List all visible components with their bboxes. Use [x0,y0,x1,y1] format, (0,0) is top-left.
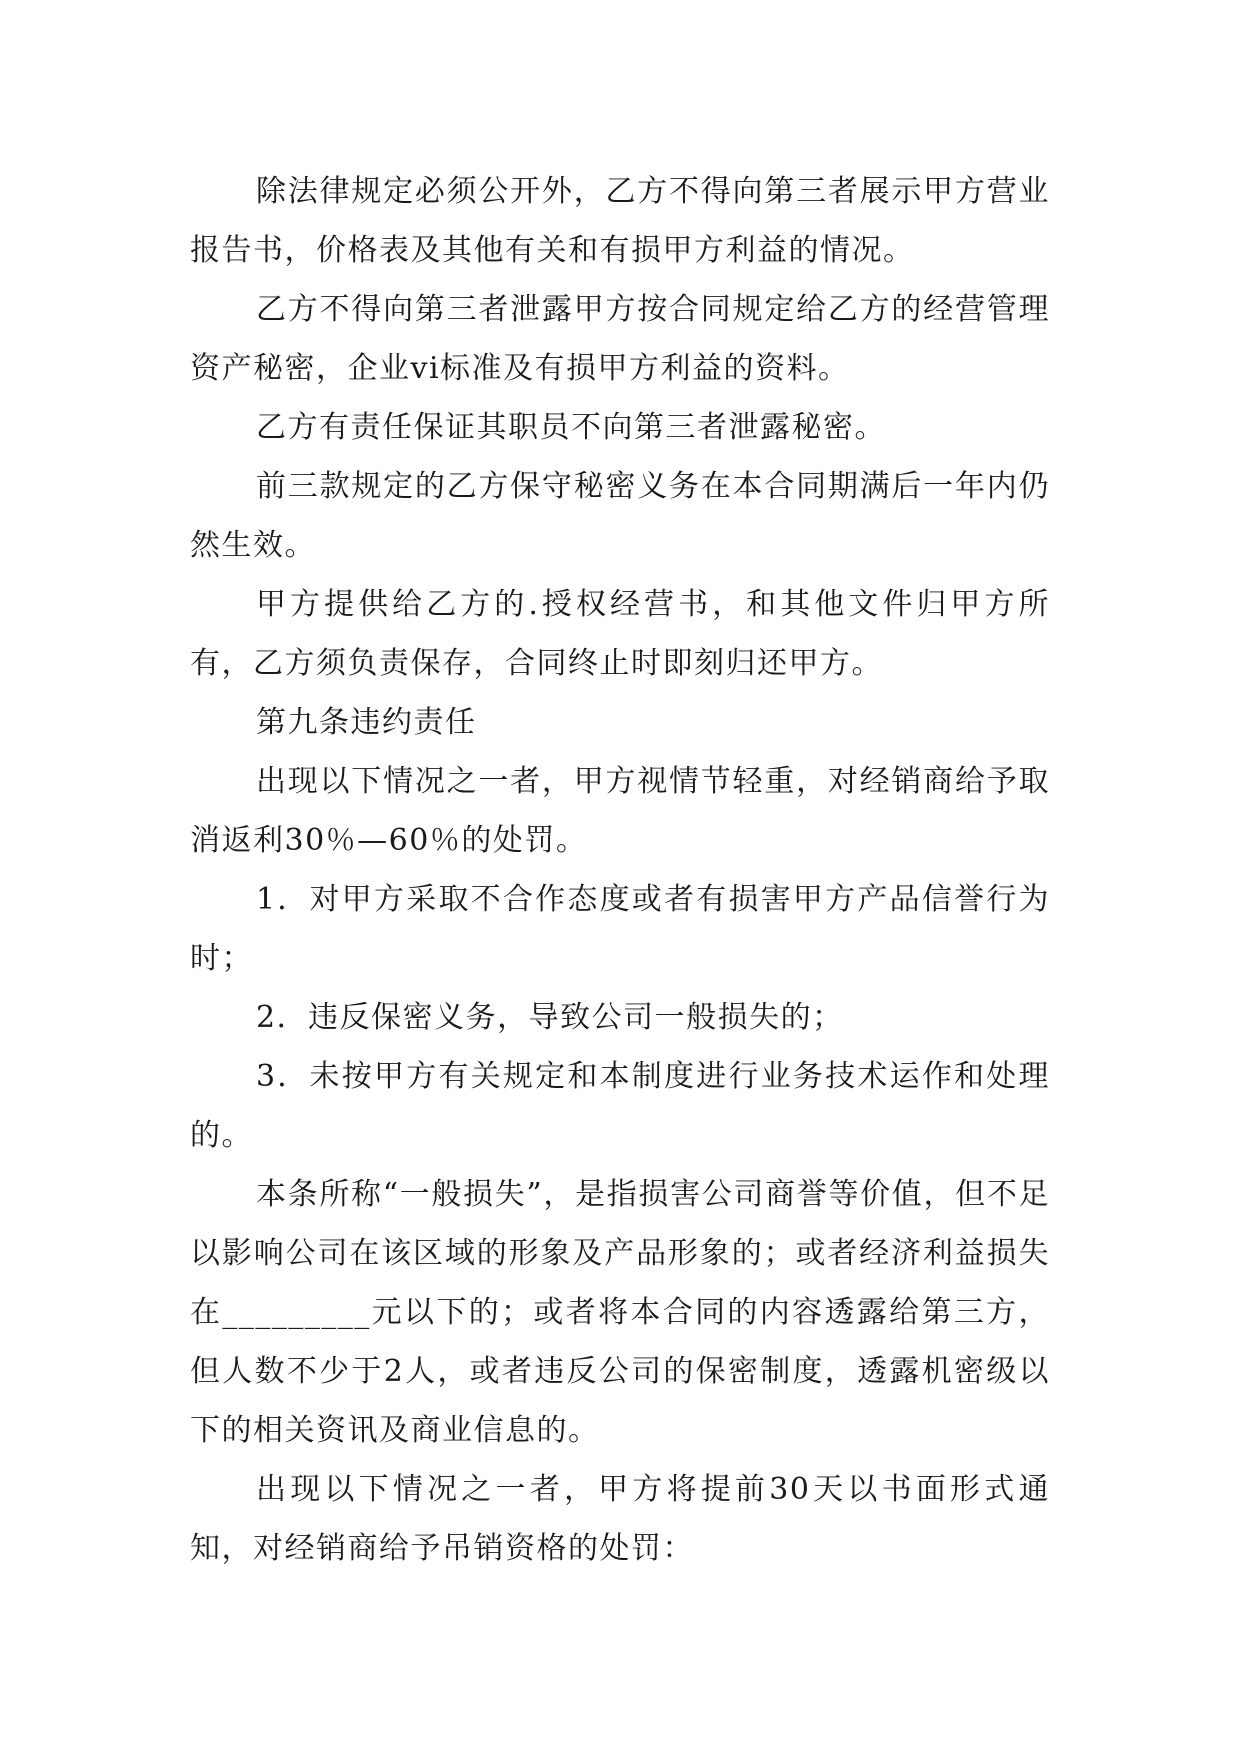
list-item-3: 3．未按甲方有关规定和本制度进行业务技术运作和处理的。 [190,1059,1050,1153]
section-heading-article-9: 第九条违约责任 [256,705,477,740]
paragraph-staff-duty: 乙方有责任保证其职员不向第三者泄露秘密。 [256,410,886,445]
paragraph-confidentiality-term: 前三款规定的乙方保守秘密义务在本合同期满后一年内仍然生效。 [190,469,1050,563]
paragraph-authorization-documents: 甲方提供给乙方的.授权经营书，和其他文件归甲方所有，乙方须负责保存，合同终止时即刻归还甲方。 [190,587,1050,681]
list-item-1: 1．对甲方采取不合作态度或者有损害甲方产品信誉行为时； [190,882,1050,976]
paragraph-rebate-penalty: 出现以下情况之一者，甲方视情节轻重，对经销商给予取消返利30％—60％的处罚。 [190,764,1050,858]
paragraph-general-loss-definition: 本条所称“一般损失”，是指损害公司商誉等价值，但不足以影响公司在该区域的形象及产品形象的；或者经济利益损失在_________元以下的；或者将本合同的内容透露给第三方，但人数不少于2人，或者违反公司的保密制度，透露机密级以下的相关资讯及商业信息的。 [190,1177,1050,1448]
paragraph-confidential-report: 除法律规定必须公开外，乙方不得向第三者展示甲方营业报告书，价格表及其他有关和有损甲方利益的情况。 [190,174,1050,268]
list-item-2: 2．违反保密义务，导致公司一般损失的； [256,1000,844,1035]
document-body [190,162,1050,1578]
paragraph-revocation-notice: 出现以下情况之一者，甲方将提前30天以书面形式通知，对经销商给予吊销资格的处罚： [190,1472,1050,1566]
paragraph-business-secrets: 乙方不得向第三者泄露甲方按合同规定给乙方的经营管理资产秘密，企业vi标准及有损甲方利益的资料。 [190,292,1050,386]
